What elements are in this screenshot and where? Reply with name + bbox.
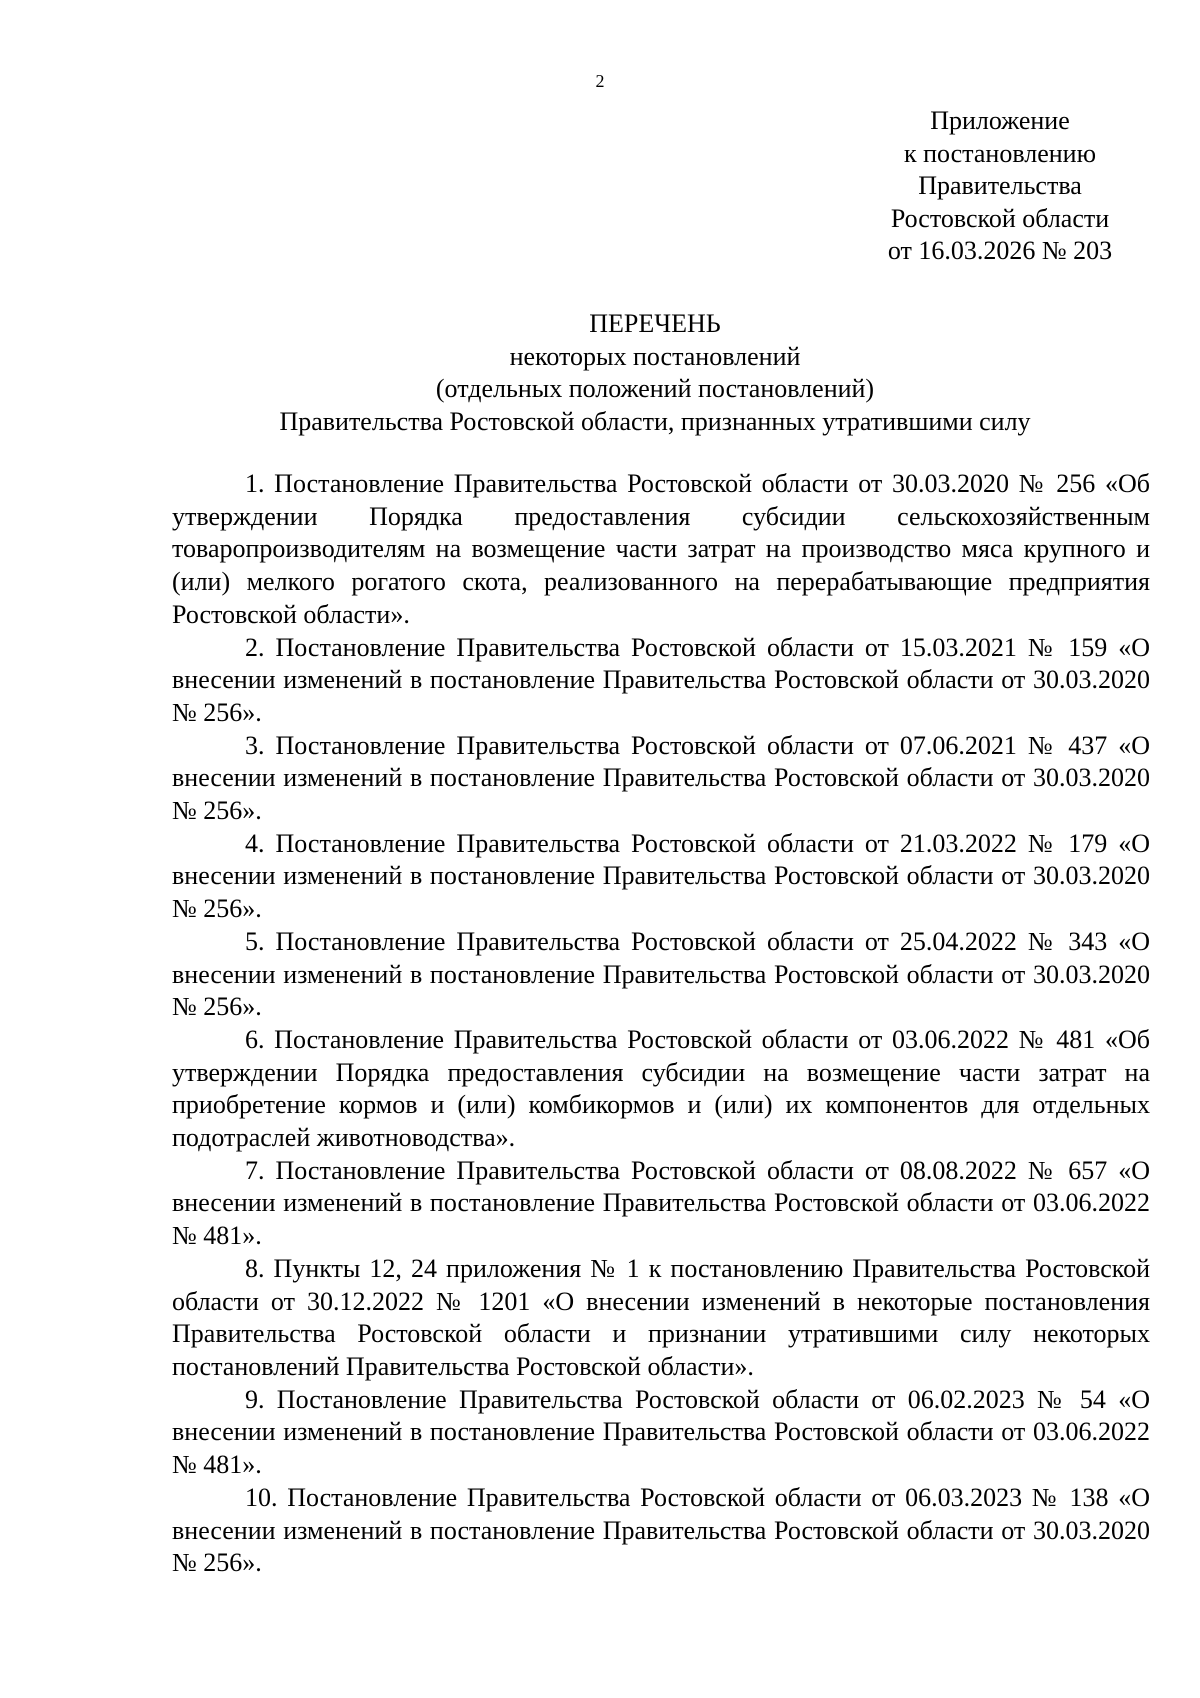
appendix-line: Правительства <box>918 171 1082 200</box>
page-number: 2 <box>595 71 605 91</box>
list-item: 2. Постановление Правительства Ростовской области от 15.03.2021 № 159 «О внесении изменений в постановление Правительства Ростовской области от 30.03.2020 № 256». <box>172 632 1150 727</box>
appendix-block <box>860 105 1140 268</box>
list-item: 1. Постановление Правительства Ростовской области от 30.03.2020 № 256 «Об утверждении Порядка предоставления субсидии сельскохозяйственным товаропроизводителям на возмещение части затрат на производство мяса крупного и (или) мелкого рогатого скота, реализованного на перерабатывающие предприятия Ростовской области». <box>172 469 1150 629</box>
list-item: 3. Постановление Правительства Ростовской области от 07.06.2021 № 437 «О внесении изменений в постановление Правительства Ростовской области от 30.03.2020 № 256». <box>172 730 1150 826</box>
list-item: 6. Постановление Правительства Ростовской области от 03.06.2022 № 481 «Об утверждении Порядка предоставления субсидии на возмещение части затрат на приобретение кормов и (или) комбикормов и (или) их компонентов для отдельных подотраслей животноводства». <box>172 1024 1150 1153</box>
heading-line: некоторых постановлений <box>509 341 801 371</box>
list-item: 4. Постановление Правительства Ростовской области от 21.03.2022 № 179 «О внесении изменений в постановление Правительства Ростовской области от 30.03.2020 № 256». <box>172 828 1150 924</box>
appendix-line: от 16.03.2026 № 203 <box>887 236 1113 265</box>
appendix-line: к постановлению <box>903 138 1097 168</box>
heading-title: ПЕРЕЧЕНЬ <box>589 309 721 338</box>
document-heading <box>150 308 1160 438</box>
heading-line: (отдельных положений постановлений) <box>435 374 875 403</box>
list-item: 7. Постановление Правительства Ростовской области от 08.08.2022 № 657 «О внесении изменений в постановление Правительства Ростовской области от 03.06.2022 № 481». <box>172 1155 1150 1251</box>
appendix-line: Ростовской области <box>890 203 1110 233</box>
heading-line: Правительства Ростовской области, признанных утратившими силу <box>279 406 1031 436</box>
appendix-line: Приложение <box>930 106 1070 135</box>
list-item: 10. Постановление Правительства Ростовской области от 06.03.2023 № 138 «О внесении изменений в постановление Правительства Ростовской области от 30.03.2020 № 256». <box>172 1482 1150 1578</box>
document-items <box>172 468 1150 1580</box>
list-item: 8. Пункты 12, 24 приложения № 1 к постановлению Правительства Ростовской области от 30.12.2022 № 1201 «О внесении изменений в некоторые постановления Правительства Ростовской области и признании утратившими силу некоторых постановлений Правительства Ростовской области». <box>172 1253 1150 1381</box>
list-item: 9. Постановление Правительства Ростовской области от 06.02.2023 № 54 «О внесении изменений в постановление Правительства Ростовской области от 03.06.2022 № 481». <box>172 1384 1150 1480</box>
list-item: 5. Постановление Правительства Ростовской области от 25.04.2022 № 343 «О внесении изменений в постановление Правительства Ростовской области от 30.03.2020 № 256». <box>172 926 1150 1022</box>
